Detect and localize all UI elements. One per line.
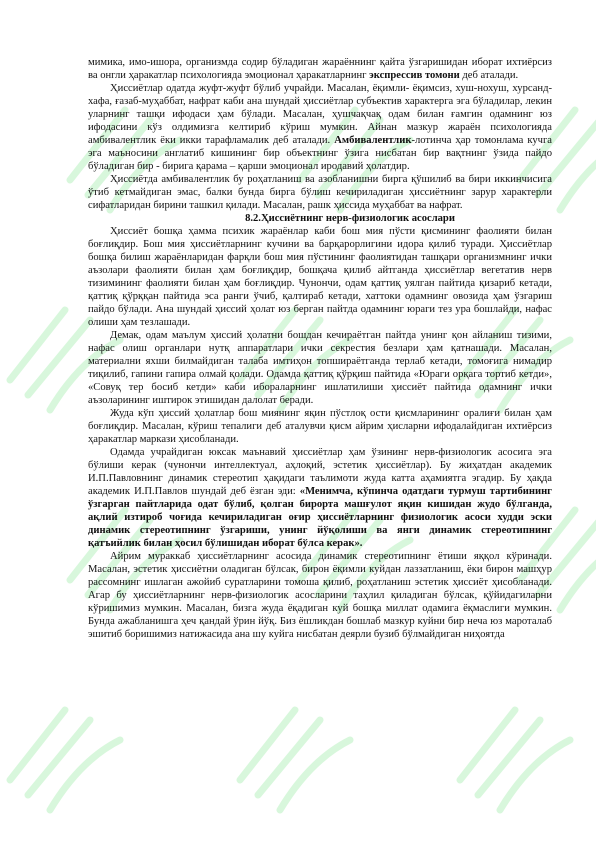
paragraph-text: Айрим мураккаб ҳиссиётларнинг асосида динамик стереотипнинг ётиши яққол кўринади. Масалан, эстетик ҳиссиётни оладиган бўлсак, бирон ёқимли куйдан лаззатланиш, ёки бирон машҳур рассомнинг ишлаган ажойиб суратларини томоша қилиб, роҳатланиш эстетик ҳиссиёт ҳисобланади. Агар бу ҳиссиётларнинг нерв-физиологик асосларини таҳлил қиладиган бўлсак, қўйидагиларни кўришимиз мумкин. Масалан, бизга жуда ёқадиган куй бошқа миллат одамига ёқмаслиги мумкин. Бунда ажабланишга ҳеч қандай ўрин йўқ. Биз ёшликдан бошлаб мазкур куйни бир неча юз мароталаб эшитиб боришимиз натижасида ана шу куйга нисбатан деярли бузиб бўлмайдиган ниҳоятда <box>88 551 552 640</box>
watermark-stroke <box>10 710 120 810</box>
paragraph-text: Ҳиссиёт бошқа ҳамма психик жараёнлар каби бош мия пўсти қисмининг фаолияти билан боғлиқдир. Бош мия ҳиссиётларнинг кучини ва барқарорлигини идора қилиб туради. Ҳиссиётлар бошқа билиш жараёнларидан фарқли бош мия пўстининг фаолиятидан ташқари организмнинг ички аъзолари фаолияти билан ҳам боғлиқдир, бошқача қилиб айтганда ҳиссиётлар вегетатив нерв тизимининг фаолияти билан ҳам боғлиқдир. Чунончи, одам қаттиқ уялган пайтида қизариб кетади, қаттиқ қўрққан пайтида эса ранги ўчиб, қалтираб кетади, хаттоки одамнинг овозида ҳам ўзгариш пайдо бўлади. Ана шундай ҳиссий ҳолат юз берган пайтда одамнинг юраги тез ура бошлайди, нафас олиши ҳам тезлашади. <box>88 226 552 328</box>
watermark-stroke <box>240 710 350 810</box>
paragraph-text: Демак, одам маълум ҳиссий ҳолатни бошдан кечираётган пайтда унинг қон айланиш тизими, нафас олиш органлари нутқ аппаратлари ички секрестия безлари ҳам қатнашади. Масалан, материални яхши билмайдиган талаба имтиҳон топшираётганда терлаб кетади, томоғига нимадир тиқилиб, гапини гапира олмай қолади. Одамда қаттиқ қўрқиш пайтида «Юраги орқага тортиб кетди», «Совуқ тер босиб кетди» каби ибораларнинг ишлатилиши ҳиссиёт пайтида одамнинг ички аъзоларининг иштирок этишидан далолат беради. <box>88 330 552 406</box>
bold-term: Амбивалентлик <box>334 135 412 146</box>
paragraph <box>88 225 552 329</box>
paragraph-text: Ҳиссиётда амбивалентлик бу роҳатланиш ва азобланишни бирга қўшилиб ва бири иккинчисига ўтиб кетмайдиган эмас, балки бунда бирга бўлиш кечириладиган ҳиссиётнинг зарур характерли сифатларидан бирини ташкил қилади. Масалан, рашк ҳиссида муҳаббат ва нафрат. <box>88 174 552 211</box>
paragraph-text: -лотинча ҳар томонлама кучга эга маъносини англатиб кишининг бир объектнинг ўзига нисбатан бир вақтнинг ўзида пайдо бўладиган бир - бирига қарама – қарши эмоционал иродавий ҳолатдир. <box>88 135 552 172</box>
paragraph <box>88 329 552 407</box>
section-heading: 8.2.Ҳиссиётнинг нерв-физиологик асослари <box>245 213 455 224</box>
paragraph <box>88 407 552 446</box>
bold-term: экспрессив томони <box>369 70 460 81</box>
paragraph <box>88 173 552 212</box>
paragraph-text: деб аталади. <box>459 70 519 81</box>
paragraph-text: Жуда кўп ҳиссий ҳолатлар бош миянинг яқин пўстлоқ ости қисмларининг оралиғи билан ҳам боғлиқдир. Масалан, кўриш тепалиги деб аталувчи қисм айрим ҳисларни ифодалайдиган ихтиёрсиз ҳаракатлар маркази ҳисобланади. <box>88 408 552 445</box>
paragraph-text: Ҳиссиётлар одатда жуфт-жуфт бўлиб учрайди. Масалан, ёқимли- ёқимсиз, хуш-нохуш, хурсанд-хафа, ғазаб-муҳаббат, нафрат каби ана шундай ҳиссиётлар субъектив характерга эга бўладилар, лекин уларнинг ташқи ифодаси ҳам бўлади. Масалан, ҳушчақчақ одам билан ғамгин одамнинг юз ифодасини кўз олдимизга келтириб кўриш мумкин. Айнан мазкур жараён психологияда амбивалентлик ёки икки тарафламалик деб аталади. <box>88 83 552 146</box>
paragraph-text: мимика, имо-ишора, организмда содир бўладиган жараённинг қайта ўзгаришидан иборат ихтиёрсиз ва онгли ҳаракатлар психологияда эмоционал ҳаракатларнинг <box>88 57 552 81</box>
paragraph <box>88 550 552 641</box>
bold-term: «Менимча, кўпинча одатдаги турмуш тартибининг ўзгарган пайтларида одат бўлиб, қолган бирорта машғулот яқин кишидан жудо бўлганда, ақлий изтироб чоғида кечириладиган оғир ҳиссиётларнинг физиологик асоси худди эски динамик стереотипнинг ўзгариши, унинг йўқолиши ва янги динамик стереотипнинг қатъийлик билан ҳосил бўлишидан иборат бўлса керак». <box>88 486 552 549</box>
paragraph-text: Одамда учрайдиган юксак маънавий ҳиссиётлар ҳам ўзининг нерв-физиологик асосига эга бўлиши керак (чунончи интеллектуал, аҳлоқий, эстетик ҳиссиётлар). Бу жиҳатдан академик И.П.Павловнинг динамик стереотип ҳақидаги таълимоти жуда катта аҳамиятга эгадир. Бу ҳақда академик И.П.Павлов шундай деб ёзган эди: <box>88 447 552 497</box>
document-body <box>88 56 552 641</box>
paragraph <box>88 446 552 550</box>
paragraph <box>88 82 552 173</box>
paragraph <box>88 56 552 82</box>
watermark-stroke <box>460 710 570 810</box>
